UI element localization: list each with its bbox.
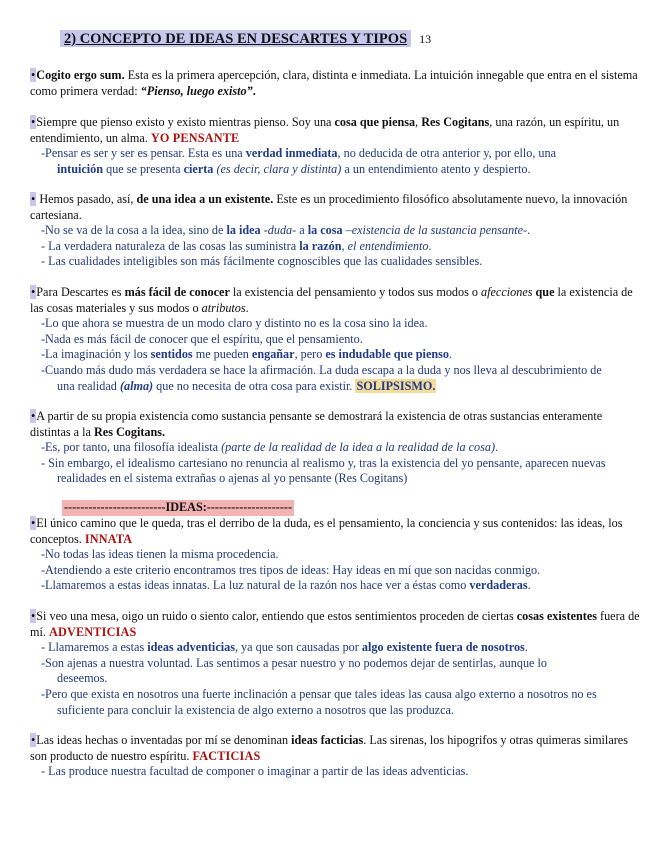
italic-text: –existencia de la sustancia pensante- (342, 223, 528, 238)
label-adventicias: ADVENTICIAS (48, 624, 137, 639)
text: me pueden (192, 347, 252, 362)
section-idea-existente (30, 192, 642, 270)
sub-point: -No todas las ideas tienen la misma procedencia. (41, 547, 279, 562)
italic-text: afecciones (481, 285, 533, 299)
paragraph (30, 516, 642, 547)
text: -Llamaremos a estas ideas innatas. La luz natural de la razón nos hace ver a éstas como (41, 578, 470, 593)
text: . (252, 83, 256, 98)
bold-italic-text: (alma) (119, 378, 154, 393)
label-innata: INNATA (84, 531, 133, 546)
bullet-marker: • (31, 609, 36, 623)
text: que se presenta (103, 161, 184, 176)
sub-point: -Lo que ahora se muestra de un modo claro y distinto no es la cosa sino la idea. (41, 316, 428, 331)
text: - Sin embargo, el idealismo cartesiano no renuncia al realismo y, tras la existencia del yo pensante, aparecen nuevas (41, 455, 606, 470)
bold-text: Cogito ergo sum. (36, 68, 125, 82)
text: -Es, por tanto, una filosofía idealista (41, 440, 222, 455)
text: . Las sirenas, los hipogrifos y otras quimeras similares son producto de nuestro espíritu. (30, 733, 628, 763)
ideas-header-row (30, 500, 642, 516)
text: , una razón, un espíritu, un entendimiento, un alma. (30, 115, 620, 145)
section-mas-facil-conocer (30, 285, 642, 394)
text: -Pensar es ser y ser es pensar. Esta es una (41, 146, 246, 161)
continuation-line (41, 162, 642, 178)
italic-text: (parte de la realidad de la idea a la realidad de la cosa) (221, 440, 496, 455)
bullet-marker: • (31, 68, 36, 82)
bullet-marker: • (31, 115, 36, 129)
sub-point (30, 363, 642, 394)
bullet-marker: • (31, 192, 36, 206)
bullet-marker: • (31, 285, 36, 299)
text: -Cuando más dudo más verdadera se hace la afirmación. La duda escapa a la duda y nos lleva al descubrimiento de (41, 362, 602, 377)
italic-text: -duda- (260, 223, 297, 238)
italic-text: (es decir, clara y distinta) (213, 161, 342, 176)
ideas-section-header: -------------------------IDEAS:--------------------- (64, 500, 293, 514)
text: la existencia del pensamiento y todos sus modos o (229, 285, 482, 299)
paragraph (30, 68, 642, 99)
text: , (341, 238, 348, 253)
sub-point (30, 440, 642, 456)
continuation-line (41, 379, 642, 395)
bold-text: algo existente fuera de nosotros (361, 640, 525, 655)
text: - La verdadera naturaleza de las cosas las suministra (41, 238, 300, 253)
text: A partir de su propia existencia como sustancia pensante se demostrará la existencia de otras sustancias enteramente distintas a la (30, 409, 603, 439)
bold-text: verdaderas (469, 578, 528, 593)
text: -La imaginación y los (41, 347, 151, 362)
bold-text: que (535, 285, 555, 299)
bold-text: cierta (183, 161, 214, 176)
bold-text: sentidos (150, 347, 193, 362)
bullet-marker: • (31, 733, 36, 747)
text: . (448, 347, 453, 362)
text: Las ideas hechas o inventadas por mí se denominan (36, 733, 292, 747)
section-facticias (30, 733, 642, 780)
text: , (415, 115, 422, 129)
text: , no deducida de otra anterior y, por ello, una (337, 146, 557, 161)
text: . (245, 300, 249, 315)
sub-point (30, 239, 642, 255)
bold-text: ideas adventicias (147, 640, 235, 655)
text: fuera de mí. (30, 609, 640, 639)
paragraph (30, 192, 642, 223)
text: Siempre que pienso existo y existo mientras pienso. Soy una (36, 115, 335, 129)
bold-text: ideas facticias (291, 733, 364, 747)
section-cogito (30, 68, 642, 99)
text: . (524, 640, 528, 655)
text: . (527, 578, 531, 593)
section-res-cogitans (30, 115, 642, 177)
text: El único camino que le queda, tras el derribo de la duda, es el pensamiento, la conciencia y sus contenidos: las ideas, los conceptos. (30, 516, 623, 546)
bold-text: la razón (299, 238, 342, 253)
bold-text: cosas existentes (516, 609, 597, 623)
text: . (527, 223, 531, 238)
text: que no necesita de otra cosa para existir. (153, 378, 356, 393)
continuation-line: realidades en el sistema extrañas o ajenas al yo pensante (Res Cogitans) (57, 471, 408, 486)
bullet-marker: • (31, 409, 36, 423)
text: , ya que son causadas por (234, 640, 362, 655)
italic-text: atributos (201, 300, 246, 315)
text: -No se va de la cosa a la idea, sino de (41, 223, 227, 238)
text: a (296, 223, 308, 238)
quote-text: “Pienso, luego existo” (140, 83, 253, 98)
page-title: 2) CONCEPTO DE IDEAS EN DESCARTES Y TIPOS (60, 30, 411, 47)
paragraph (30, 409, 642, 440)
text: a un entendimiento atento y despierto. (341, 161, 531, 176)
paragraph (30, 733, 642, 764)
text: -Son ajenas a nuestra voluntad. Las sentimos a pesar nuestro y no podemos dejar de sentirlas, aunque lo (41, 655, 547, 670)
sub-point: -Nada es más fácil de conocer que el espíritu, que el pensamiento. (41, 331, 363, 346)
bold-text: la cosa (307, 223, 343, 238)
text: Si veo una mesa, oigo un ruido o siento calor, entiendo que estos sentimientos proceden de ciertas (36, 609, 517, 623)
label-facticias: FACTICIAS (192, 748, 261, 763)
bold-text: más fácil de conocer (124, 285, 230, 299)
italic-text: el entendimiento (347, 238, 429, 253)
sub-point (30, 456, 642, 487)
bold-text: de una idea a un existente. (136, 192, 274, 206)
bold-text: Res Cogitans (421, 115, 490, 129)
text: -Pero que exista en nosotros una fuerte inclinación a pensar que tales ideas las causa algo externo a nosotros no es (41, 686, 597, 701)
continuation-line: suficiente para concluir la existencia de algo externo a nosotros que las produzca. (57, 702, 454, 717)
text: . (428, 238, 432, 253)
text: una realidad (57, 378, 120, 393)
bold-text: Res Cogitans. (93, 424, 166, 439)
paragraph (30, 285, 642, 316)
text: Esta es la primera apercepción, clara, distinta e inmediata. La intuición innegable que entra en el sistema como primera verdad: (30, 68, 638, 98)
section-adventicias (30, 609, 642, 718)
continuation-line: deseemos. (57, 671, 108, 686)
bold-text: cosa que piensa (334, 115, 416, 129)
bullet-marker: • (31, 516, 36, 530)
sub-point (30, 640, 642, 656)
sub-point: - Las produce nuestra facultad de componer o imaginar a partir de las ideas adventicias. (41, 764, 469, 779)
sub-point (30, 578, 642, 594)
sub-point (30, 146, 642, 177)
bold-text: la idea (226, 223, 261, 238)
sub-point (30, 656, 642, 687)
text: Para Descartes es (36, 285, 125, 299)
sub-point (30, 347, 642, 363)
paragraph (30, 115, 642, 146)
paragraph (30, 609, 642, 640)
sub-point (30, 687, 642, 718)
section-idealismo (30, 409, 642, 487)
text: , pero (294, 347, 326, 362)
label-yo-pensante: YO PENSANTE (150, 130, 240, 145)
text: Hemos pasado, así, (36, 192, 137, 206)
bold-text: engañar (251, 347, 295, 362)
label-solipsismo: SOLIPSISMO. (356, 378, 436, 393)
text: Este es un procedimiento filosófico absolutamente nuevo, la innovación cartesiana. (30, 192, 628, 222)
title-row (60, 30, 431, 48)
sub-point: - Las cualidades inteligibles son más fácilmente cognoscibles que las cualidades sensibles. (41, 254, 483, 269)
bold-text: es indudable que pienso (325, 347, 449, 362)
section-innata (30, 516, 642, 594)
sub-point (30, 223, 642, 239)
text: - Llamaremos a estas (41, 640, 148, 655)
sub-point: -Atendiendo a este criterio encontramos tres tipos de ideas: Hay ideas en mí que son nacidas conmigo. (41, 562, 541, 577)
text: . (495, 440, 499, 455)
bold-text: intuición (57, 161, 104, 176)
text: la existencia de las cosas materiales y sus modos o (30, 285, 633, 315)
page-number: 13 (419, 32, 432, 46)
bold-text: verdad inmediata (245, 146, 338, 161)
